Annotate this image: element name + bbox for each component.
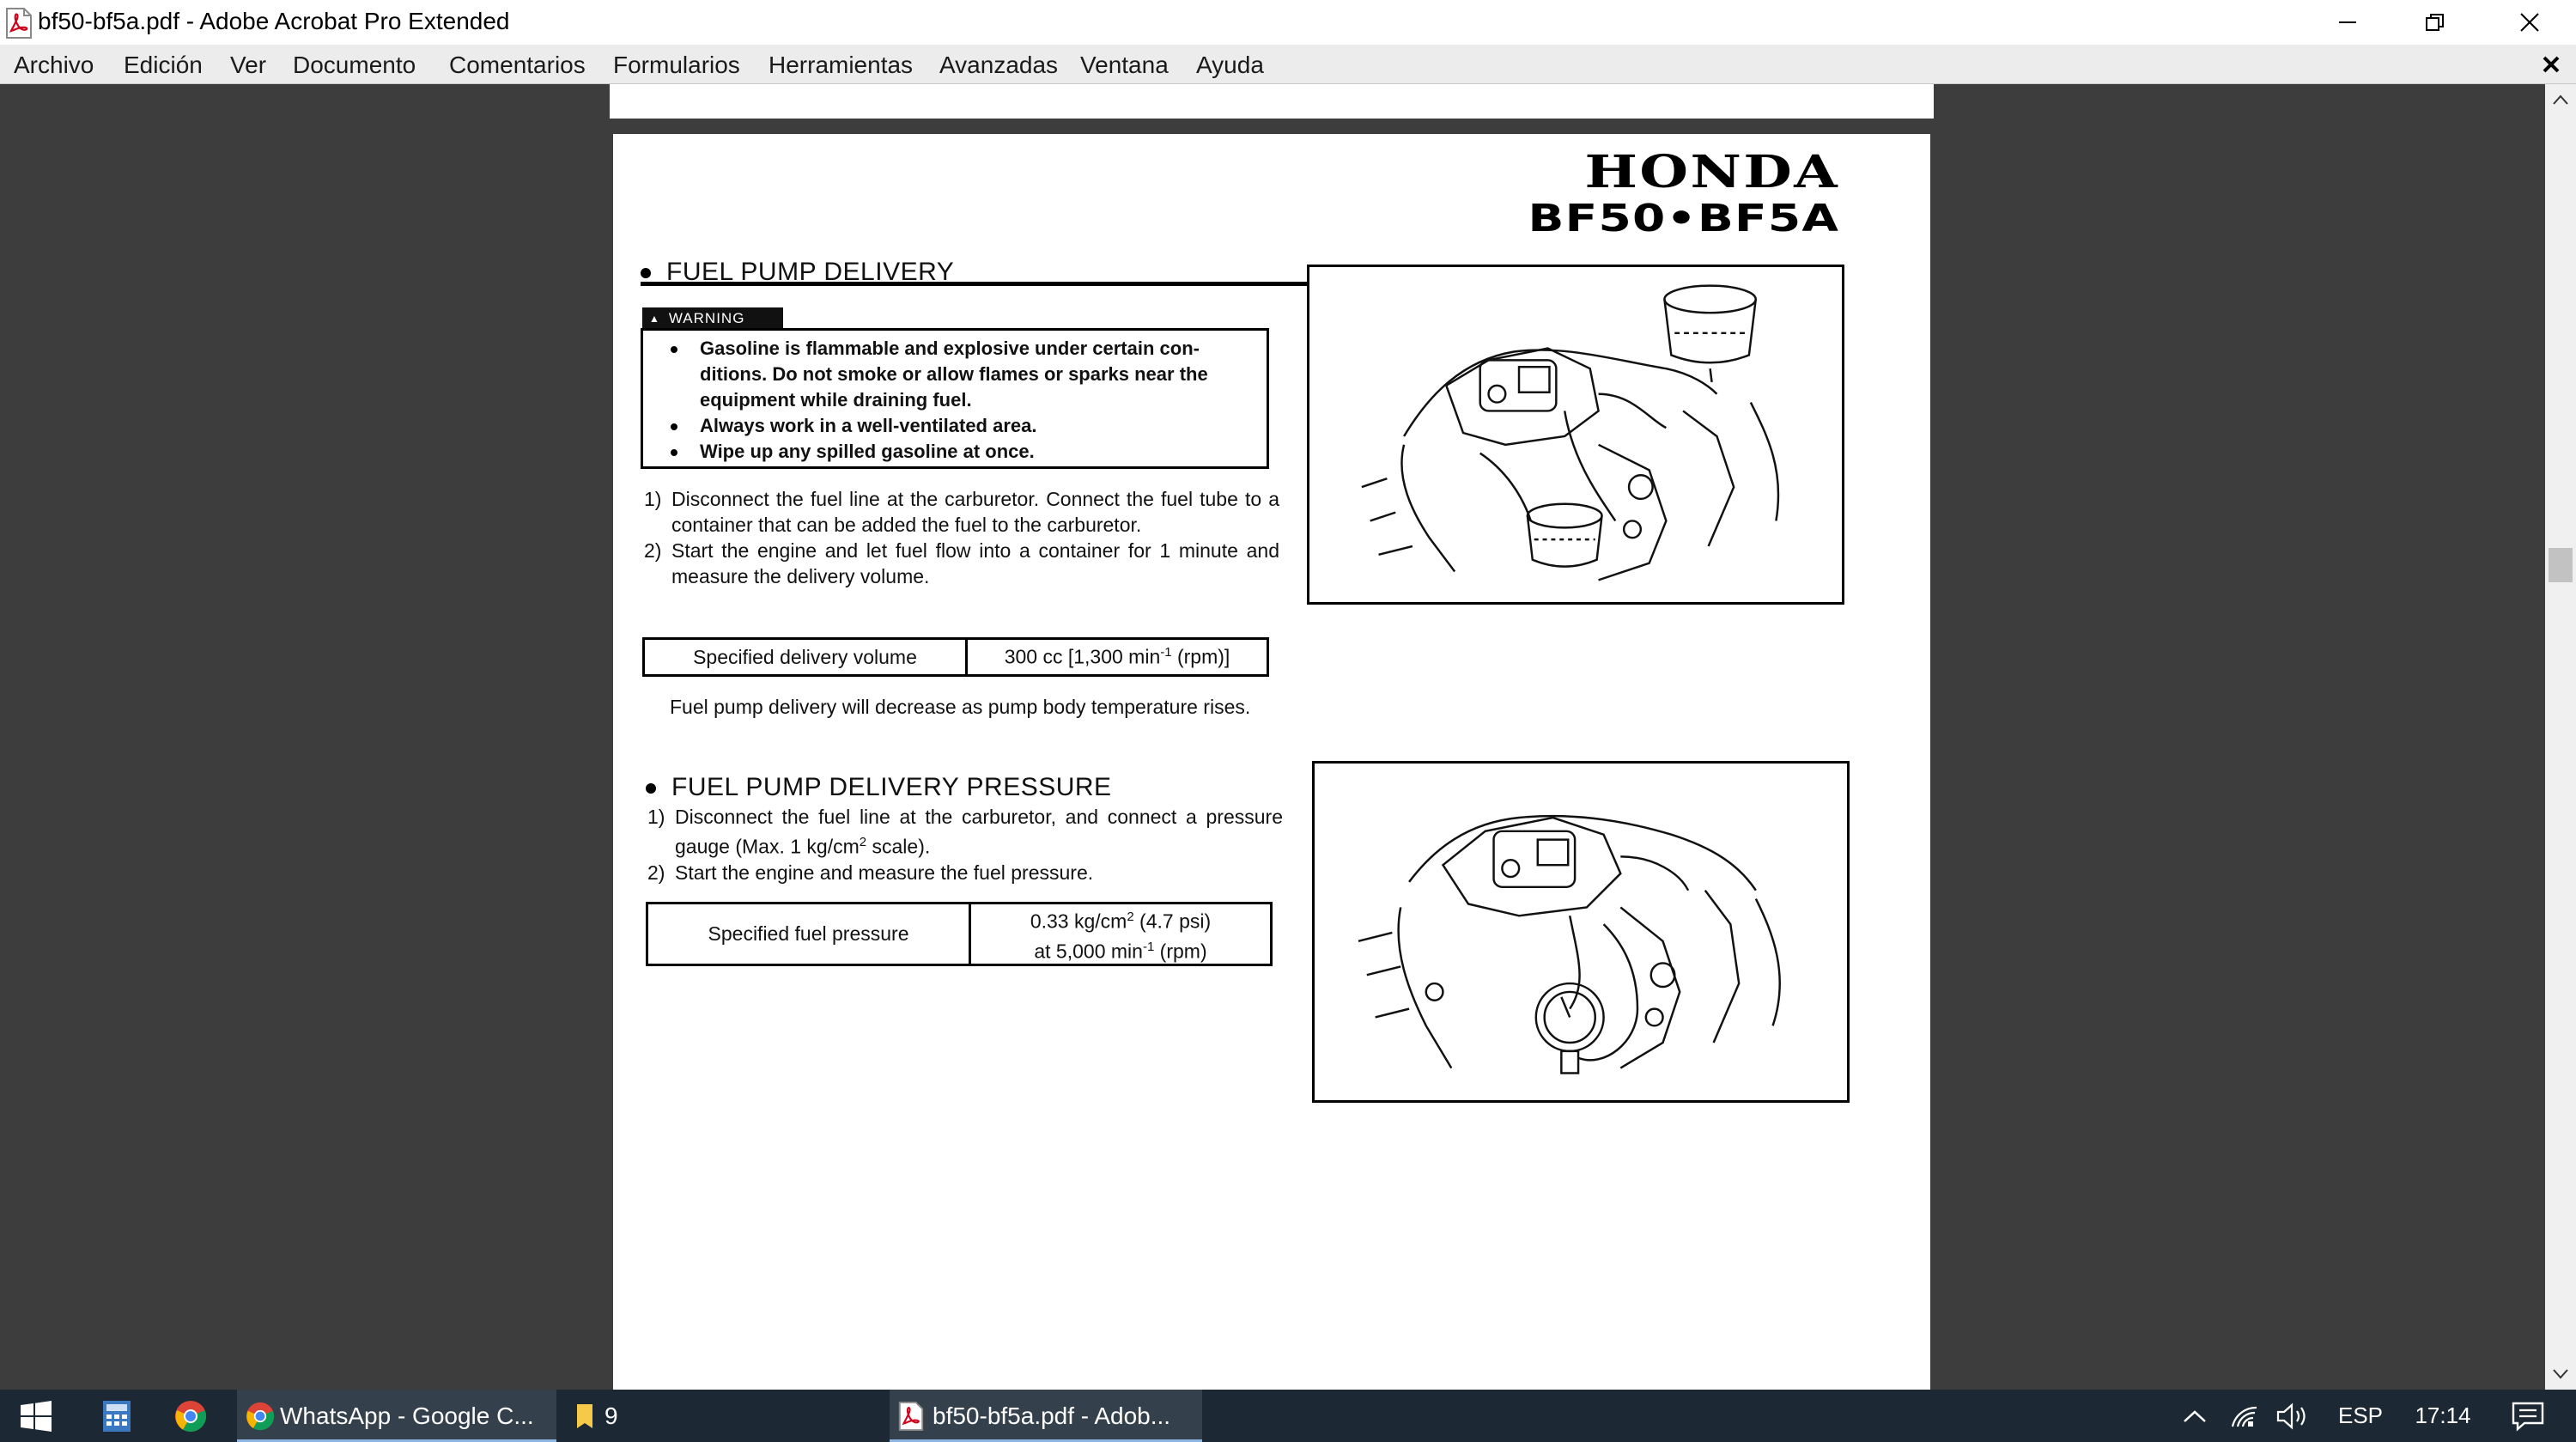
engine-with-gauge-drawing [1315, 764, 1847, 1100]
step-1 [644, 486, 1279, 538]
warning-item: Wipe up any spilled gasoline at once. [669, 439, 1246, 465]
menu-ayuda[interactable]: Ayuda [1196, 52, 1264, 78]
notification-icon [2511, 1401, 2545, 1432]
clock[interactable]: 17:14 [2415, 1402, 2471, 1428]
taskbar [0, 1390, 2576, 1442]
engine-with-container-drawing [1309, 267, 1842, 602]
spec-value: 0.33 $kg/cm^2$ (4.7 psi) at 5,000 $\min^{-1} (rpm)$ [970, 904, 1272, 965]
bullet-icon [641, 268, 651, 278]
pdf-file-icon [3, 7, 34, 40]
bullet-icon [646, 783, 656, 794]
wifi-icon [2229, 1402, 2260, 1430]
menu-herramientas[interactable]: Herramientas [769, 52, 914, 78]
scroll-up-button[interactable] [2545, 84, 2576, 115]
menu-bar [0, 45, 2576, 84]
spec-label: Specified fuel pressure [647, 904, 970, 965]
speaker-icon [2275, 1402, 2310, 1430]
menu-formularios[interactable]: Formularios [613, 52, 740, 78]
step-1 [647, 804, 1283, 860]
close-window-button[interactable] [2492, 0, 2567, 45]
spec-value: 300 cc [1,300 $\min^{-1} (rpm)$] [967, 639, 1268, 676]
scroll-down-button[interactable] [2545, 1359, 2576, 1390]
section-heading-delivery [641, 258, 954, 287]
chrome-icon [246, 1402, 275, 1431]
step-number: 2) [647, 861, 665, 884]
start-button[interactable] [12, 1390, 60, 1442]
scroll-thumb[interactable] [2549, 548, 2573, 582]
menu-ventana[interactable]: Ventana [1080, 52, 1169, 78]
warning-triangle-icon: ▲ [649, 313, 660, 325]
show-hidden-icons-button[interactable] [2176, 1390, 2214, 1442]
page-number-fragment [671, 84, 723, 89]
pressure-steps [647, 804, 1283, 885]
windows-icon [19, 1399, 53, 1433]
menu-archivo[interactable]: Archivo [14, 52, 94, 78]
calculator-taskbar-button[interactable] [91, 1390, 143, 1442]
menu-comentarios[interactable]: Comentarios [449, 52, 586, 78]
whatsapp-chrome-taskbar-button[interactable] [237, 1390, 556, 1442]
previous-page-bottom [610, 84, 1934, 119]
delivery-note: Fuel pump delivery will decrease as pump body temperature rises. [670, 696, 1251, 718]
step-number: 1) [647, 806, 665, 828]
step-text: Disconnect the fuel line at the carburetor, and connect a pressure gauge (Max. 1 $kg/cm^2$ scale). [675, 806, 1283, 858]
menu-ver[interactable]: Ver [230, 52, 267, 78]
step-2 [644, 538, 1279, 589]
delivery-steps [644, 486, 1279, 589]
warning-item: Always work in a well-ventilated area. [669, 413, 1246, 439]
step-number: 1) [644, 488, 662, 510]
folder-taskbar-button[interactable] [572, 1390, 658, 1442]
chevron-down-icon [2552, 1368, 2569, 1380]
minimize-icon [2338, 13, 2357, 32]
language-indicator[interactable]: ESP [2337, 1402, 2384, 1428]
step-text: Start the engine and measure the fuel pressure. [675, 861, 1094, 884]
step-text: Start the engine and let fuel flow into a container for 1 minute and measure the delivery volume. [671, 539, 1279, 587]
pdf-page [613, 134, 1930, 1390]
menu-avanzadas[interactable]: Avanzadas [939, 52, 1059, 78]
chevron-up-icon [2552, 94, 2569, 106]
pressure-spec-table [646, 902, 1273, 966]
action-center-button[interactable] [2490, 1390, 2566, 1442]
step-text: Disconnect the fuel line at the carburetor. Connect the fuel tube to a container that can be added the fuel to the carburetor. [671, 488, 1279, 536]
chrome-icon [174, 1400, 207, 1433]
brand-name: HONDA [1584, 146, 1839, 198]
pdf-file-icon [896, 1401, 926, 1432]
warning-label-text: WARNING [668, 310, 745, 326]
chevron-up-icon [2182, 1409, 2208, 1424]
document-viewport[interactable] [0, 84, 2545, 1390]
warning-item: Gasoline is flammable and explosive under certain conditions. Do not smoke or allow flames or sparks near the equipment while draining fuel. [669, 336, 1246, 413]
close-icon [2519, 12, 2540, 33]
warning-label [642, 307, 783, 330]
menu-edicion[interactable]: Edición [124, 52, 203, 78]
taskbar-label: bf50-bf5a.pdf - Adob... [933, 1402, 1171, 1429]
close-document-icon[interactable] [2538, 52, 2564, 77]
fuel-pressure-illustration [1312, 761, 1850, 1103]
sticky-notes-icon [574, 1402, 596, 1430]
window-title: bf50-bf5a.pdf - Adobe Acrobat Pro Extended [38, 8, 510, 34]
delivery-spec-table [642, 637, 1269, 677]
acrobat-taskbar-button[interactable] [890, 1390, 1202, 1442]
taskbar-label: WhatsApp - Google C... [280, 1402, 534, 1429]
spec-label: Specified delivery volume [644, 639, 967, 676]
step-number: 2) [644, 539, 662, 562]
minimize-button[interactable] [2310, 0, 2385, 45]
network-button[interactable] [2226, 1390, 2263, 1442]
honda-logo [1528, 146, 1839, 240]
calculator-icon [102, 1400, 131, 1433]
menu-documento[interactable]: Documento [293, 52, 416, 78]
vertical-scrollbar[interactable] [2545, 84, 2576, 1390]
title-bar [0, 0, 2576, 45]
heading-text: FUEL PUMP DELIVERY [666, 258, 955, 286]
chrome-taskbar-button[interactable] [165, 1390, 216, 1442]
fuel-delivery-illustration [1307, 265, 1844, 605]
section-heading-pressure [646, 773, 1112, 802]
model-name: BF50•BF5A [1528, 197, 1839, 240]
step-2 [647, 860, 1283, 885]
heading-text: FUEL PUMP DELIVERY PRESSURE [671, 773, 1112, 801]
restore-icon [2425, 12, 2445, 33]
taskbar-label: 9 [605, 1402, 618, 1429]
volume-button[interactable] [2274, 1390, 2312, 1442]
warning-box [641, 328, 1269, 469]
restore-button[interactable] [2397, 0, 2473, 45]
